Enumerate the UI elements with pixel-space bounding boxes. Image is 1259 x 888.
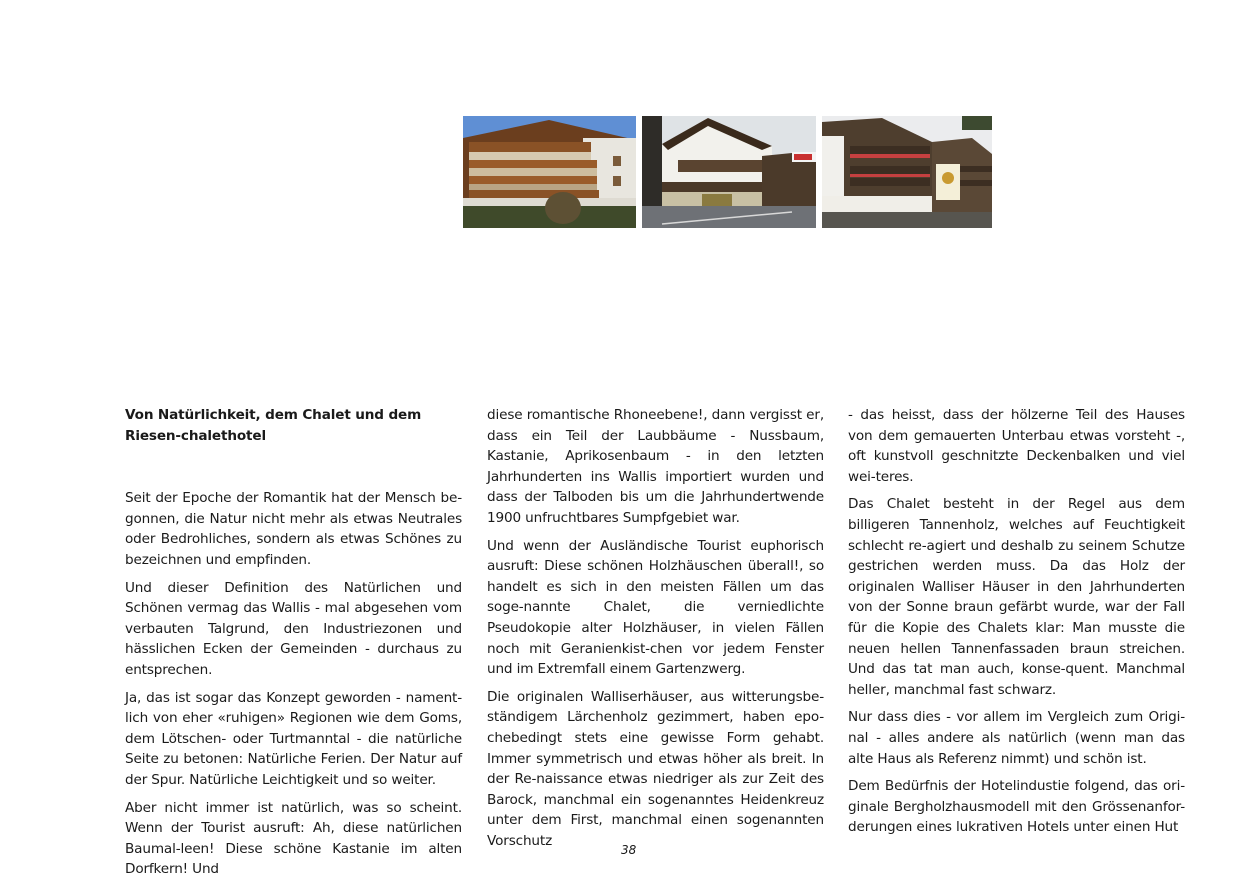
building-image — [463, 116, 636, 228]
text-column-1 — [125, 405, 462, 887]
building-image — [822, 116, 992, 228]
paragraph: Dem Bedürfnis der Hotelindustie folgend, das ori-ginale Bergholzhausmodell mit den Grössenanfor-derungen eines lukrativen Hotels unter einen Hut — [848, 778, 1185, 836]
paragraph: Seit der Epoche der Romantik hat der Mensch be-gonnen, die Natur nicht mehr als etwas Neutrales oder Bedrohliches, sondern als etwas Schönes zu bezeichnen und empfinden. — [125, 490, 462, 568]
photo-chalet-hotel-2 — [642, 116, 816, 228]
building-image — [642, 116, 816, 228]
photo-chalet-hotel-1 — [463, 116, 636, 228]
paragraph: Nur dass dies - vor allem im Vergleich zum Origi-nal - alles andere als natürlich (wenn man das alte Haus als Referenz nimmt) und schön ist. — [848, 709, 1185, 767]
paragraph: diese romantische Rhoneebene!, dann vergisst er, dass ein Teil der Laubbäume - Nussbaum, Kastanie, Aprikosenbaum - in den letzten Jahrhunderten ins Wallis importiert wurden und dass der Talboden bis um die Jahrhundertwende 1900 unfruchtbares Sumpfgebiet war. — [487, 407, 824, 526]
paragraph: Die originalen Walliserhäuser, aus witterungsbe-ständigem Lärchenholz gezimmert, haben epo-chebedingt stets eine gewisse Form gehabt. Immer symmetrisch und etwas höher als breit. In der Re-naissance etwas niedriger als zur Zeit des Barock, manchmal ein sogenanntes Heidenkreuz unter dem First, manchmal einen sogenannten Vorschutz — [487, 688, 824, 849]
paragraph: Ja, das ist sogar das Konzept geworden - nament-lich von eher «ruhigen» Regionen wie dem Goms, dem Lötschen- oder Turtmanntal - die natürliche Seite zu betonen: Natürliche Ferien. Der Natur auf der Spur. Natürliche Leichtigkeit und so weiter. — [125, 689, 462, 788]
paragraph: Und dieser Definition des Natürlichen und Schönen vermag das Wallis - mal abgesehen vom verbauten Talgrund, den Industriezonen und hässlichen Ecken der Gemeinden - durchaus zu entsprechen. — [125, 579, 462, 678]
article-heading: Von Natürlichkeit, dem Chalet und dem Riesen-chalethotel — [125, 407, 422, 444]
paragraph: - das heisst, dass der hölzerne Teil des Hauses von dem gemauerten Unterbau etwas vorsteht -, oft kunstvoll geschnitzte Deckenbalken und viel wei-teres. — [848, 407, 1185, 485]
text-column-3 — [848, 405, 1185, 845]
paragraph: Das Chalet besteht in der Regel aus dem billigeren Tannenholz, welches auf Feuchtigkeit schlecht re-agiert und deshalb zu seinem Schutze gestrichen werden muss. Da das Holz der originalen Walliser Häuser in den Jahrhunderten von der Sonne braun gefärbt wurde, war der Fall für die Kopie des Chalets klar: Man musste die neuen hellen Tannenfassaden braun streichen. Und das tat man auch, konse-quent. Manchmal heller, manchmal fast schwarz. — [848, 496, 1185, 698]
photo-chalet-hotel-3 — [822, 116, 992, 228]
page-number: 38 — [621, 843, 637, 857]
text-column-2 — [487, 405, 824, 858]
paragraph: Und wenn der Ausländische Tourist euphorisch ausruft: Diese schönen Holzhäuschen überall!, so handelt es sich in den meisten Fällen um das soge-nannte Chalet, die verniedlichte Pseudokopie alter Holzhäuser, in vielen Fällen noch mit Geranienkist-chen vor jedem Fenster und im Extremfall einem Gartenzwerg. — [487, 537, 824, 678]
paragraph: Aber nicht immer ist natürlich, was so scheint. Wenn der Tourist ausruft: Ah, diese natürlichen Baumal-leen! Diese schöne Kastanie im alten Dorfkern! Und — [125, 799, 462, 878]
